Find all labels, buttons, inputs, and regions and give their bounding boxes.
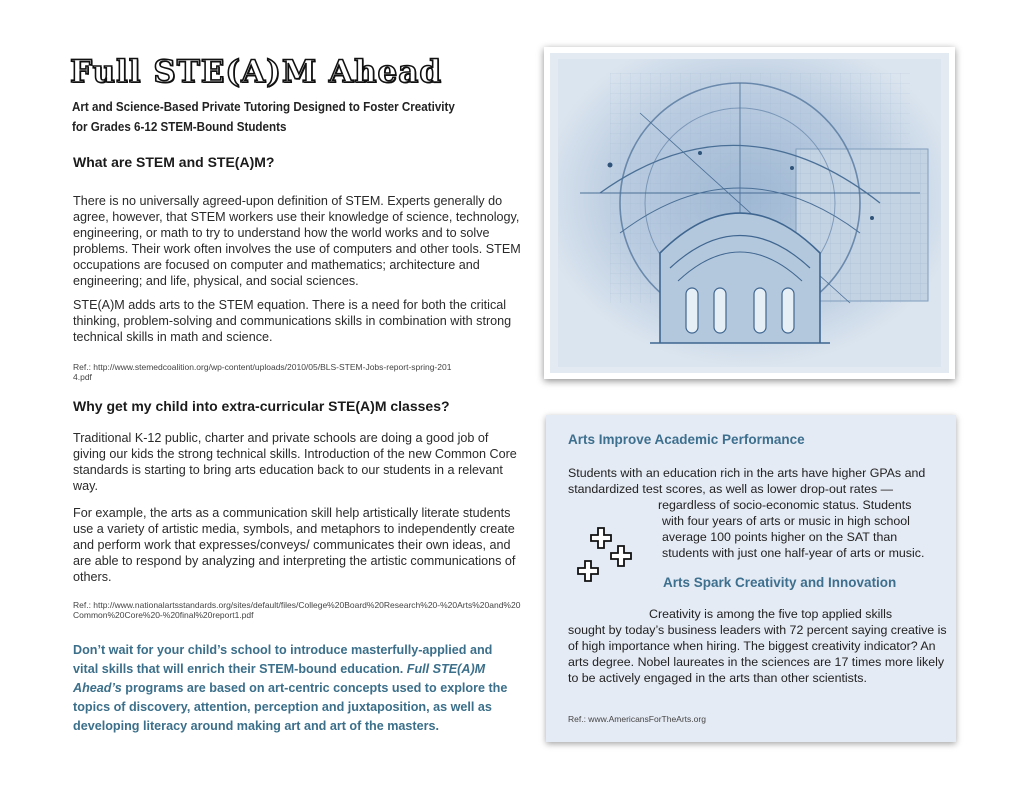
stem-definition-paragraph: There is no universally agreed-upon definition of STEM. Experts generally do agree, however, that STEM workers use their knowledge of science, technology, engineering, or math to try to understand how the world works and to solve problems. Their work often involves the use of computers and other tools. STEM occupations are focused on computer and mathematics; architecture and engineering; and life, physical, and social sciences. xyxy=(73,194,521,288)
plus-sign-icon xyxy=(590,527,612,549)
why-paragraph: Traditional K-12 public, charter and private schools are doing a good job of giving our kids the strong technical skills. Introduction of the new Common Core standards is starting to bring arts education back to our students in a relevant way. xyxy=(73,431,517,493)
blueprint-artwork-image xyxy=(550,53,949,373)
arts-facts-panel xyxy=(546,415,956,742)
page-subtitle: Art and Science-Based Private Tutoring Designed to Foster Creativity for Grades 6-12 STEM-Bound Students xyxy=(72,100,455,134)
academic-intro-text: Students with an education rich in the arts have higher GPAs and standardized test scores, as well as lower drop-out rates — xyxy=(568,466,926,496)
panel-heading-creativity: Arts Spark Creativity and Innovation xyxy=(663,575,897,590)
blueprint-artwork xyxy=(544,47,955,379)
academic-line-1: regardless of socio-economic status. Students xyxy=(658,498,912,512)
callout-text-end: programs are based on art-centric concepts used to explore the topics of discovery, attention, perception and juxtaposition, as well as developing literacy around making art and art of the masters. xyxy=(73,681,508,733)
page-title: Full STE(A)M Ahead xyxy=(70,54,443,90)
creativity-first-line: Creativity is among the five top applied skills xyxy=(649,607,893,621)
steam-paragraph: STE(A)M adds arts to the STEM equation. There is a need for both the critical thinking, problem-solving and communications skills in combination with strong technical skills in math and science. xyxy=(73,298,512,344)
section-heading-stem: What are STEM and STE(A)M? xyxy=(73,154,275,170)
example-paragraph: For example, the arts as a communication skill help artistically literate students use a variety of artistic media, symbols, and metaphors to independently create and perform work that expresses/conveys/ communicates their own ideas, and are able to respond by analyzing and interpreting the artistic communications of others. xyxy=(73,506,516,584)
plus-sign-icon xyxy=(610,545,632,567)
panel-heading-academic: Arts Improve Academic Performance xyxy=(568,432,805,447)
callout-brand: Full STE(A)M Ahead’s xyxy=(73,662,486,695)
creativity-text: sought by today’s business leaders with 72 percent saying creative is of high importance when hiring. The biggest creativity indicator? An arts degree. Nobel laureates in the sciences are 17 times more likely to be actively engaged in the arts than other scientists. xyxy=(568,623,947,685)
academic-line-4: students with just one half-year of arts or music. xyxy=(662,546,925,560)
callout-text-start: Don’t wait for your child’s school to introduce masterfully-applied and vital skills that will enrich their STEM-bound education. xyxy=(73,643,493,676)
stem-reference: Ref.: http://www.stemedcoalition.org/wp-content/uploads/2010/05/BLS-STEM-Jobs-report-spring-2014.pdf xyxy=(73,362,452,382)
arts-reference: Ref.: www.AmericansForTheArts.org xyxy=(568,714,706,724)
callout-paragraph xyxy=(73,641,513,736)
section-heading-why: Why get my child into extra-curricular STE(A)M classes? xyxy=(73,398,450,414)
academic-line-3: average 100 points higher on the SAT than xyxy=(662,530,898,544)
plus-sign-icon xyxy=(577,560,599,582)
arts-standards-reference: Ref.: http://www.nationalartsstandards.org/sites/default/files/College%20Board%20Research%20-%20Arts%20and%20Common%20Core%20-%20final%20report1.pdf xyxy=(73,600,521,620)
academic-line-2: with four years of arts or music in high school xyxy=(662,514,910,528)
